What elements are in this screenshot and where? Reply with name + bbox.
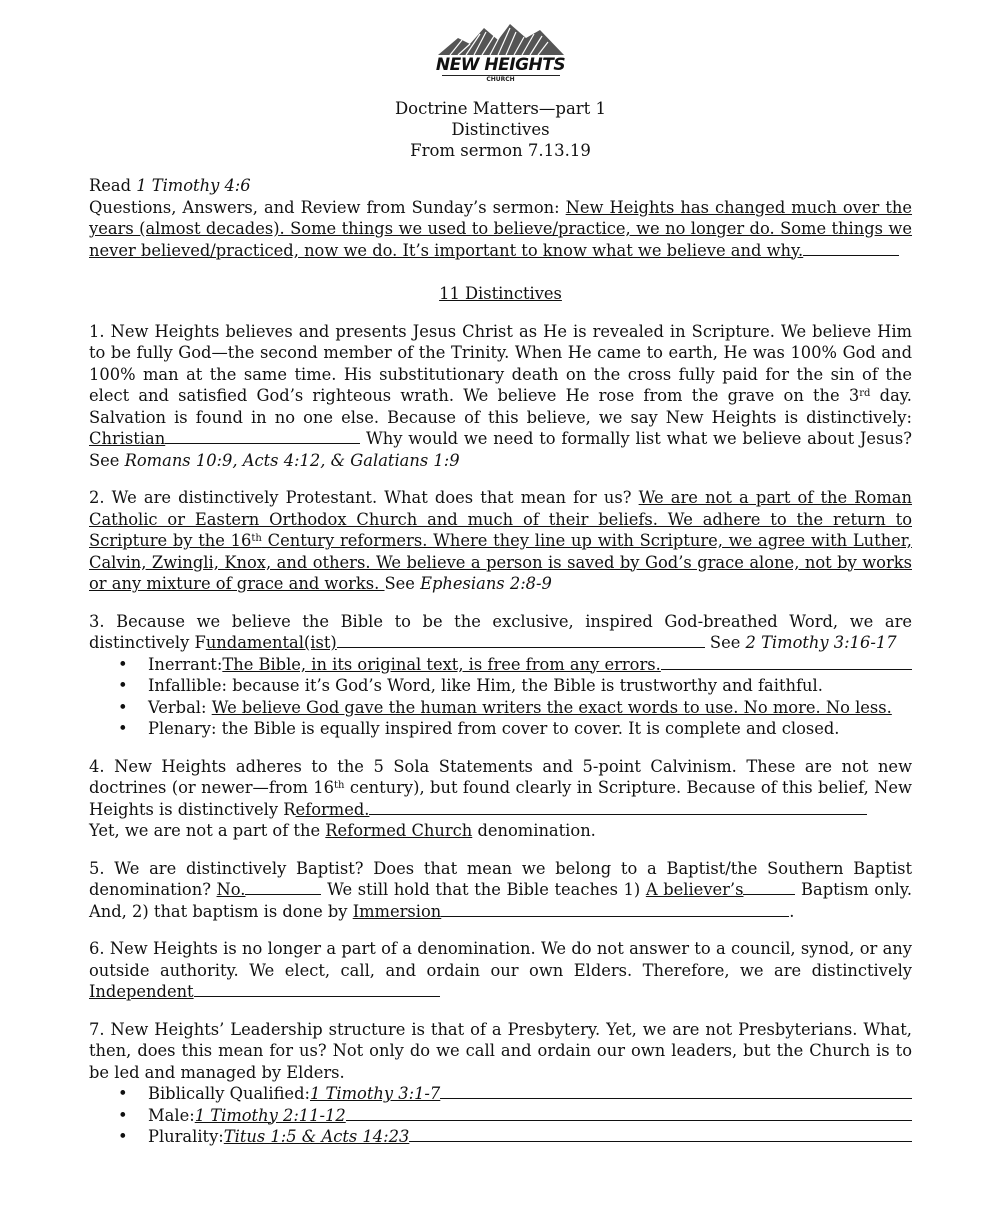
review-label: Questions, Answers, and Review from Sunday’s sermon: xyxy=(89,197,566,217)
distinctive-1-text: 1. New Heights believes and presents Jesus Christ as He is revealed in Scripture. We believe Him to be fully God—the second member of the Trinity. When He came to earth, He was 100% God and 100% man at the same time. His substitutionary death on the cross fully paid for the sin of the elect and satisfied God’s righteous wrath. We believe He rose from the grave on the 3 xyxy=(89,321,912,405)
answer-blank xyxy=(409,1126,912,1142)
distinctive-5-text: 5. We are distinctively Baptist? Does that mean we belong to a Baptist/the Southern Baptist denomination? xyxy=(89,858,912,899)
distinctive-5-end: . xyxy=(789,901,795,921)
answer-blank xyxy=(346,1105,912,1121)
distinctive-7 xyxy=(89,1019,912,1084)
title-block xyxy=(89,98,912,161)
bullet-answer: We believe God gave the human writers the exact words to use. No more. No less. xyxy=(211,697,892,717)
answer-blank xyxy=(165,443,360,444)
see-label: See xyxy=(384,574,421,593)
list-item xyxy=(89,697,912,719)
bullet: • xyxy=(118,1105,128,1125)
distinctive-3 xyxy=(89,611,912,654)
answer-blank xyxy=(441,916,789,917)
answer-blank xyxy=(743,894,795,895)
distinctive-1-text-b: day. Salvation is found in no one else. Because of this believe, we say New Heights is distinctively: xyxy=(89,386,912,427)
distinctive-3-text: 3. Because we believe the Bible to be the exclusive, inspired God-breathed Word, we are distinctively F xyxy=(89,611,912,652)
bullet-answer: Titus 1:5 & Acts 14:23 xyxy=(223,1127,410,1146)
doc-title: Doctrine Matters—part 1 xyxy=(394,99,607,118)
read-label: Read xyxy=(89,176,137,195)
ordinal-suffix: rd xyxy=(859,388,871,399)
bullet: • xyxy=(118,1127,128,1146)
answer-blank xyxy=(194,996,440,997)
doc-subtitle: Distinctives xyxy=(451,120,550,139)
logo-name: NEW HEIGHTS xyxy=(435,55,566,75)
distinctive-5-answer-c: Immersion xyxy=(352,901,442,921)
distinctive-2-answer-a: We are not a part of the Roman Catholic or Eastern Orthodox Church and much of their beliefs. We adhere to the return to Scripture by the 16 xyxy=(89,488,912,550)
list-item xyxy=(89,654,912,676)
distinctive-3-list xyxy=(89,654,912,740)
distinctive-1 xyxy=(89,321,912,472)
distinctive-7-text: 7. New Heights’ Leadership structure is that of a Presbytery. Yet, we are not Presbyterians. What, then, does this mean for us? Not only do we call and ordain our own leaders, but the Church is to be led and managed by Elders. xyxy=(89,1019,912,1082)
review-answer: New Heights has changed much over the years (almost decades). Some things we used to believe/practice, we no longer do. Some things we never believed/practiced, now we do. It’s important to know what we believe and why. xyxy=(89,197,912,260)
distinctive-6-answer: Independent xyxy=(89,982,194,1001)
distinctive-4-note-end: denomination. xyxy=(472,821,596,840)
bullet-answer: 1 Timothy 3:1-7 xyxy=(309,1084,441,1103)
list-item xyxy=(89,718,912,740)
ordinal-suffix: th xyxy=(334,780,345,791)
answer-blank xyxy=(245,894,321,895)
review-paragraph xyxy=(89,197,912,262)
distinctive-4-answer: eformed. xyxy=(295,799,370,819)
bullet-label: Verbal: xyxy=(148,697,212,717)
answer-blank xyxy=(661,654,912,670)
distinctive-5-answer-b: A believer’s xyxy=(645,880,744,899)
distinctive-2 xyxy=(89,487,912,595)
bullet: • xyxy=(118,719,128,738)
distinctive-2-text: 2. We are distinctively Protestant. What does that mean for us? xyxy=(89,488,639,507)
distinctive-1-references: Romans 10:9, Acts 4:12, & Galatians 1:9 xyxy=(124,450,460,470)
bullet-label: Infallible: because it’s God’s Word, like Him, the Bible is trustworthy and faithful. xyxy=(148,676,823,695)
distinctive-6-text: 6. New Heights is no longer a part of a denomination. We do not answer to a council, synod, or any outside authority. We elect, call, and ordain our own Elders. Therefore, we are distinctively xyxy=(89,939,912,980)
distinctive-5-text-b: We still hold that the Bible teaches 1) xyxy=(321,880,646,899)
distinctive-5-text-c: Baptism only. And, 2) that baptism is done by xyxy=(89,880,912,921)
logo-subtitle: CHURCH xyxy=(486,76,515,83)
list-item xyxy=(89,1083,912,1105)
distinctive-4-note-text: Yet, we are not a part of the xyxy=(89,821,326,840)
distinctive-3-answer: undamental(ist) xyxy=(205,633,337,652)
section-heading: 11 Distinctives xyxy=(439,284,562,303)
mountain-logo-icon xyxy=(436,22,566,56)
read-reference: 1 Timothy 4:6 xyxy=(136,176,251,195)
see-label: See xyxy=(89,450,125,470)
bullet-answer: The Bible, in its original text, is free from any errors. xyxy=(222,654,661,674)
ordinal-suffix: th xyxy=(251,533,262,544)
document-page xyxy=(89,22,912,1148)
distinctive-4-note xyxy=(89,820,912,842)
list-item xyxy=(89,1105,912,1127)
answer-blank xyxy=(337,647,705,648)
doc-date: From sermon 7.13.19 xyxy=(410,141,591,160)
bullet: • xyxy=(118,697,128,717)
bullet-label: Plurality: xyxy=(148,1127,224,1146)
distinctive-2-answer-b: Century reformers. Where they line up with Scripture, we agree with Luther, Calvin, Zwingli, Knox, and others. We believe a person is saved by God’s grace alone, not by works or any mixture of grace and works. xyxy=(89,531,912,593)
distinctive-7-list xyxy=(89,1083,912,1148)
distinctive-2-references: Ephesians 2:8-9 xyxy=(420,574,552,593)
distinctive-3-references: 2 Timothy 3:16-17 xyxy=(745,633,897,652)
distinctive-5-answer-a: No. xyxy=(216,880,246,899)
bullet: • xyxy=(118,654,128,674)
bullet: • xyxy=(118,676,128,695)
list-item xyxy=(89,1126,912,1148)
bullet-label: Inerrant: xyxy=(148,654,223,674)
distinctive-1-question: Why would we need to formally list what we believe about Jesus? xyxy=(360,429,912,448)
church-logo xyxy=(431,22,571,84)
list-item xyxy=(89,675,912,697)
distinctive-5 xyxy=(89,858,912,923)
bullet-answer: 1 Timothy 2:11-12 xyxy=(194,1105,346,1125)
bullet: • xyxy=(118,1084,128,1103)
distinctive-4-note-answer: Reformed Church xyxy=(325,821,473,840)
bullet-label: Male: xyxy=(148,1105,195,1125)
see-label: See xyxy=(704,633,746,652)
bullet-label: Plenary: the Bible is equally inspired from cover to cover. It is complete and closed. xyxy=(148,719,840,738)
distinctive-6 xyxy=(89,938,912,1003)
reading-line xyxy=(89,175,912,197)
answer-blank xyxy=(369,814,867,815)
distinctive-4 xyxy=(89,756,912,821)
bullet-label: Biblically Qualified: xyxy=(148,1084,310,1103)
answer-blank xyxy=(440,1083,912,1099)
distinctive-4-text-b: century), but found clearly in Scripture. Because of this belief, New Heights is distinctively R xyxy=(89,778,912,819)
distinctive-4-text: 4. New Heights adheres to the 5 Sola Statements and 5-point Calvinism. These are not new doctrines (or newer—from 16 xyxy=(89,756,912,797)
distinctive-1-answer: Christian xyxy=(89,429,166,448)
answer-blank xyxy=(803,255,899,256)
